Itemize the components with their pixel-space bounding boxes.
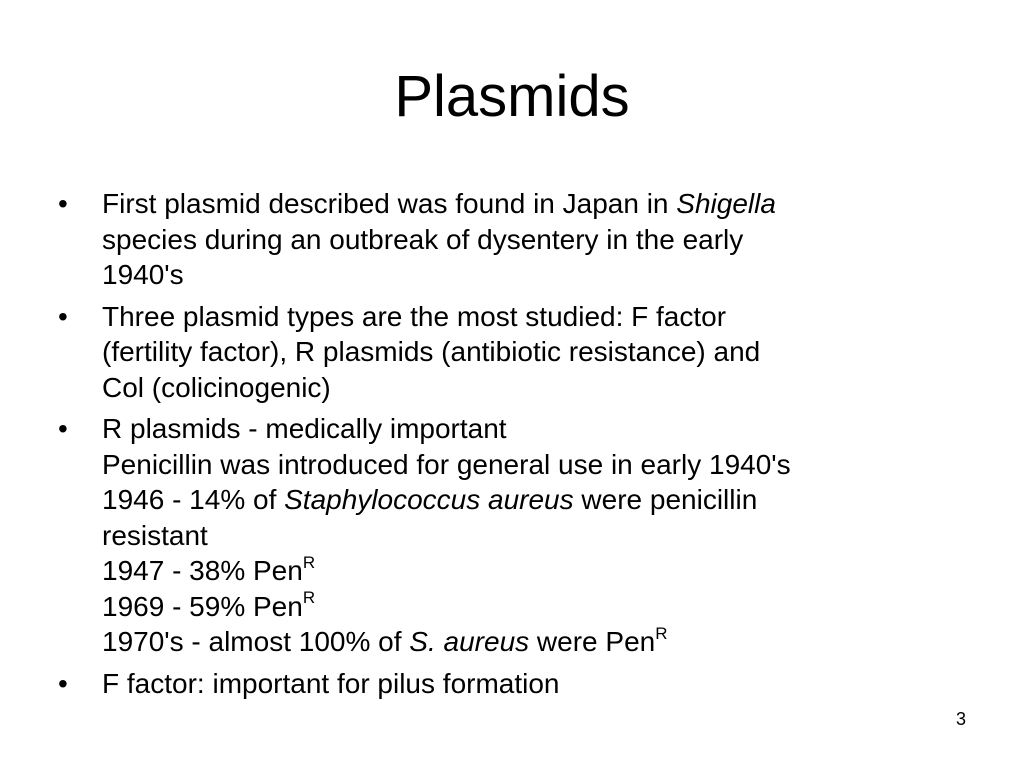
bullet-line: 1940's (102, 259, 184, 290)
bullet-item (58, 186, 958, 293)
superscript: R (655, 623, 668, 643)
bullet-line: (fertility factor), R plasmids (antibiotic resistance) and (102, 336, 761, 367)
line-text: 1969 - 59% Pen (102, 590, 303, 622)
bullet-line (102, 186, 958, 222)
slide-number: 3 (955, 709, 966, 729)
slide-title: Plasmids (394, 64, 630, 129)
bullet-dot-icon: • (58, 300, 68, 332)
bullet-item (58, 666, 958, 702)
bullet-line: F factor: important for pilus formation (102, 667, 560, 699)
bullet-dot-icon: • (58, 413, 68, 444)
bullet-line (102, 482, 958, 518)
italic-term: Staphylococcus aureus (284, 484, 574, 515)
bullet-line (102, 624, 958, 660)
line-text: 1970's - almost 100% of (102, 626, 410, 657)
bullet-line: R plasmids - medically important (102, 413, 507, 444)
bullet-line: Penicillin was introduced for general use in early 1940's (102, 448, 791, 480)
bullet-line: Col (colicinogenic) (102, 371, 331, 403)
bullet-line (102, 589, 958, 625)
italic-term: S. aureus (409, 626, 530, 657)
line-text: 1946 - 14% of (102, 484, 285, 515)
bullet-line: species during an outbreak of dysentery in the early (102, 223, 744, 255)
bullet-dot-icon: • (58, 188, 68, 219)
superscript: R (302, 588, 316, 608)
line-text: First plasmid described was found in Japan in (102, 188, 677, 219)
bullet-line: Three plasmid types are the most studied: F factor (102, 300, 727, 332)
bullet-item (58, 299, 958, 406)
line-text: were penicillin (573, 484, 758, 515)
line-text: were Pen (529, 626, 656, 657)
bullet-dot-icon: • (58, 667, 68, 699)
bullet-line (102, 553, 958, 589)
bullet-line: resistant (102, 519, 208, 551)
bullet-item (58, 411, 958, 660)
line-text: 1947 - 38% Pen (102, 555, 303, 586)
bullet-list (58, 186, 958, 707)
superscript: R (302, 552, 316, 572)
italic-term: Shigella (676, 188, 776, 219)
